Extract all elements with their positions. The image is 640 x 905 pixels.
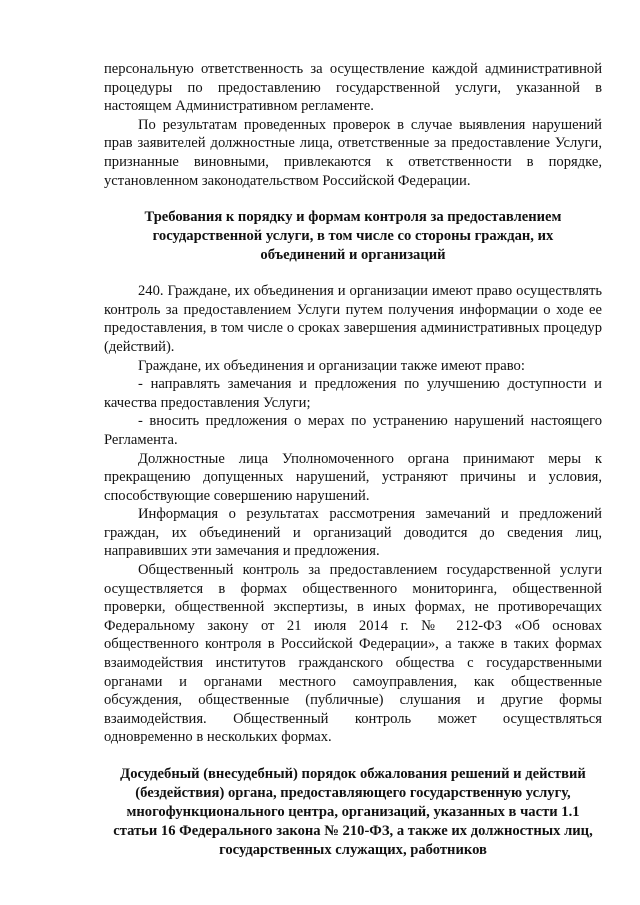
paragraph-citizens-rights: Граждане, их объединения и организации также имеют право: xyxy=(138,357,525,374)
section-heading-pretrial-appeal: Досудебный (внесудебный) порядок обжалования решений и действий (бездействия) органа, предоставляющего государственную услугу, многофункционального центра, организаций, указанных в части 1.1 статьи 16 Федерального закона № 210-ФЗ, а также их должностных лиц, государственных служащих, работников xyxy=(113,766,593,858)
paragraph-inspection-results: По результатам проведенных проверок в случае выявления нарушений прав заявителей должностные лица, ответственные за предоставление Услуги, признанные виновными, привлекаются к ответственности в порядке, установленном законодательством Российской Федерации. xyxy=(104,116,602,189)
paragraph-review-information: Информация о результатах рассмотрения замечаний и предложений граждан, их объединений и организаций доводится до сведения лиц, направивших эти замечания и предложения. xyxy=(104,506,602,560)
paragraph-public-control: Общественный контроль за предоставлением государственной услуги осуществляется в формах общественного мониторинга, общественной проверки, общественной экспертизы, в иных формах, не противоречащих Федеральному закону от 21 июля 2014 г. № 212-ФЗ «Об основах общественного контроля в Российской Федерации», а также в таких формах взаимодействия институтов гражданского общества с государственными органами и органами местного самоуправления, как общественные обсуждения, общественные (публичные) слушания и другие формы взаимодействия. Общественный контроль может осуществляться одновременно в нескольких формах. xyxy=(104,562,602,746)
page-content xyxy=(104,60,602,860)
paragraph-officials-measures: Должностные лица Уполномоченного органа принимают меры к прекращению допущенных нарушений, устраняют причины и условия, способствующие совершению нарушений. xyxy=(104,450,602,504)
section-heading-control-requirements: Требования к порядку и формам контроля за предоставлением государственной услуги, в том числе со стороны граждан, их объединений и организаций xyxy=(144,209,562,264)
paragraph-240: 240. Граждане, их объединения и организации имеют право осуществлять контроль за предоставлением Услуги путем получения информации о ходе ее предоставления, в том числе о сроках завершения административных процедур (действий). xyxy=(104,283,602,355)
list-item-remarks: - направлять замечания и предложения по улучшению доступности и качества предоставления Услуги; xyxy=(104,376,602,411)
paragraph-responsibility: персональную ответственность за осуществление каждой административной процедуры по предоставлению государственной услуги, указанной в настоящем Административном регламенте. xyxy=(104,61,602,115)
list-item-proposals: - вносить предложения о мерах по устранению нарушений настоящего Регламента. xyxy=(104,413,602,448)
